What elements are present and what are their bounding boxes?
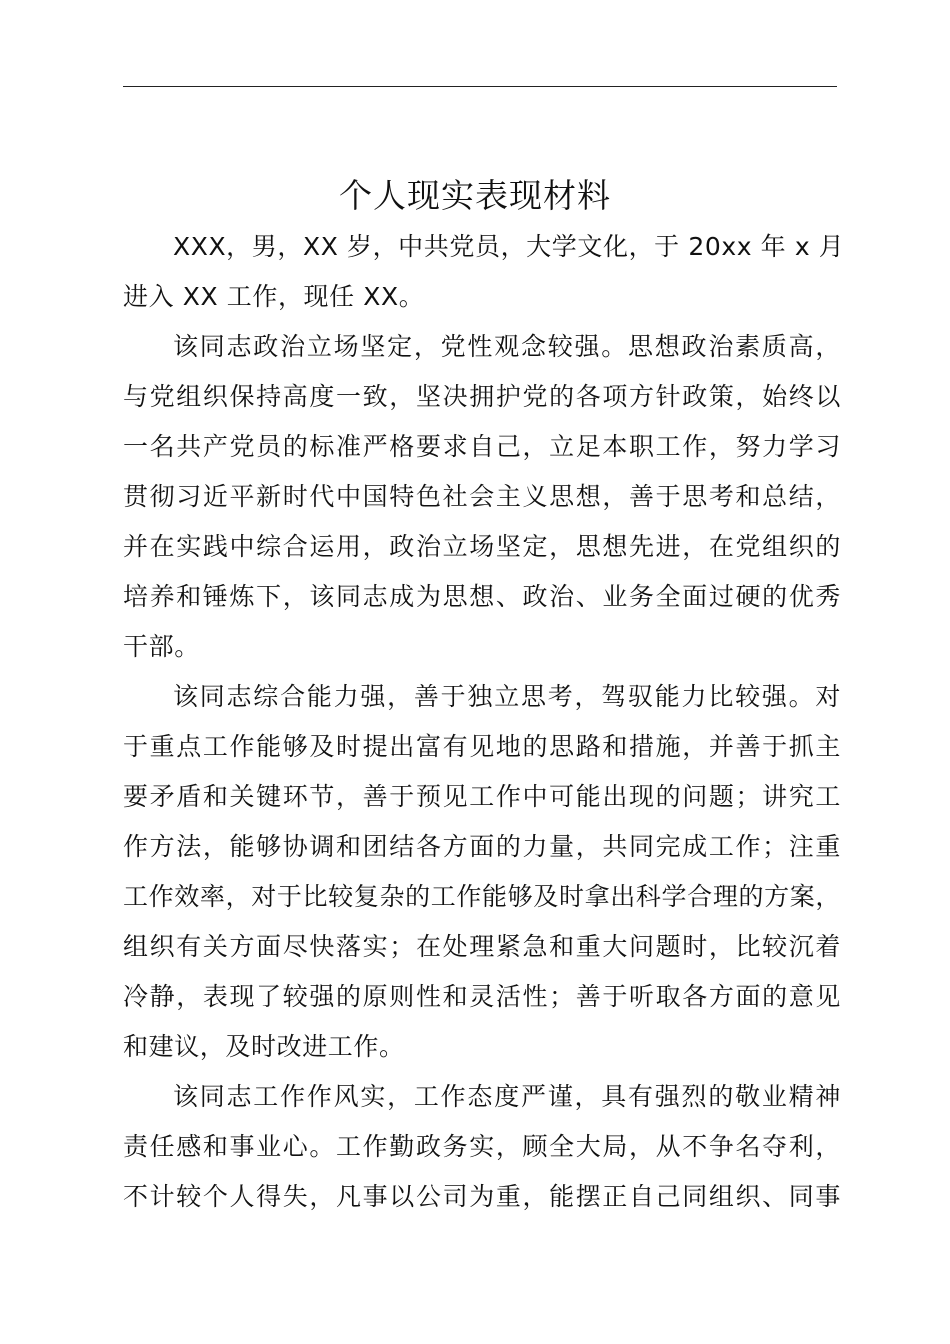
paragraph-line: 并在实践中综合运用，政治立场坚定，思想先进，在党组织的 xyxy=(123,532,841,561)
document-title: 个人现实表现材料 xyxy=(339,176,611,216)
paragraph-line: 于重点工作能够及时提出富有见地的思路和措施，并善于抓主 xyxy=(123,732,841,761)
paragraph-1 xyxy=(123,222,845,322)
paragraph-line: 该同志工作作风实，工作态度严谨，具有强烈的敬业精神 xyxy=(173,1082,841,1111)
paragraph-line: 作方法，能够协调和团结各方面的力量，共同完成工作；注重 xyxy=(123,832,841,861)
paragraph-line: 冷静，表现了较强的原则性和灵活性；善于听取各方面的意见 xyxy=(123,982,841,1011)
paragraph-line: 进入 XX 工作，现任 XX。 xyxy=(123,282,425,311)
paragraph-line: 培养和锤炼下，该同志成为思想、政治、业务全面过硬的优秀 xyxy=(123,582,841,611)
paragraph-line: 组织有关方面尽快落实；在处理紧急和重大问题时，比较沉着 xyxy=(123,932,841,961)
paragraph-line: 干部。 xyxy=(123,632,200,661)
document-body xyxy=(123,222,845,1222)
paragraph-line: 该同志政治立场坚定，党性观念较强。思想政治素质高， xyxy=(173,332,841,361)
paragraph-4 xyxy=(123,1072,841,1222)
paragraph-line: 贯彻习近平新时代中国特色社会主义思想，善于思考和总结， xyxy=(123,482,841,511)
paragraph-2 xyxy=(123,322,841,672)
paragraph-3 xyxy=(123,672,841,1072)
header-rule xyxy=(123,86,837,87)
paragraph-line: 和建议，及时改进工作。 xyxy=(123,1032,405,1061)
paragraph-line: 不计较个人得失，凡事以公司为重，能摆正自己同组织、同事 xyxy=(123,1182,841,1211)
paragraph-line: XXX，男，XX 岁，中共党员，大学文化，于 20xx 年 x 月 xyxy=(173,232,845,261)
paragraph-line: 责任感和事业心。工作勤政务实，顾全大局，从不争名夺利， xyxy=(123,1132,841,1161)
paragraph-line: 工作效率，对于比较复杂的工作能够及时拿出科学合理的方案， xyxy=(123,882,841,911)
paragraph-line: 该同志综合能力强，善于独立思考，驾驭能力比较强。对 xyxy=(173,682,841,711)
paragraph-line: 与党组织保持高度一致，坚决拥护党的各项方针政策，始终以 xyxy=(123,382,841,411)
paragraph-line: 一名共产党员的标准严格要求自己，立足本职工作，努力学习 xyxy=(123,432,841,461)
paragraph-line: 要矛盾和关键环节，善于预见工作中可能出现的问题；讲究工 xyxy=(123,782,841,811)
